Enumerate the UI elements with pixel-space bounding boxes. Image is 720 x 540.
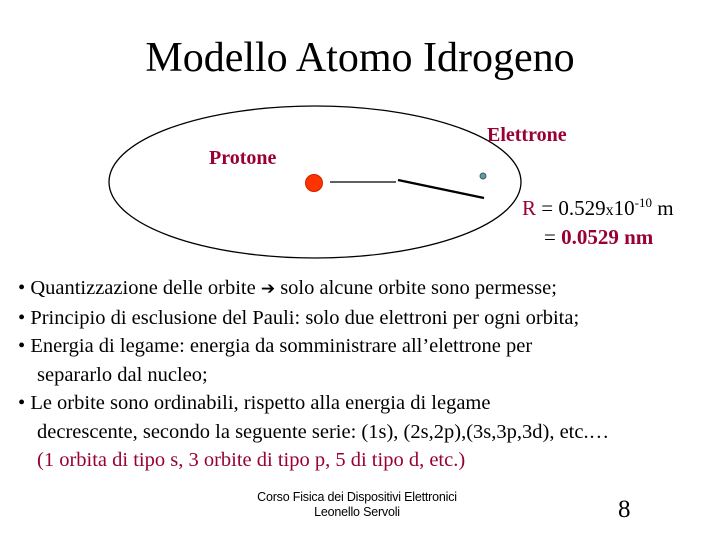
bullet-item <box>18 332 718 361</box>
bullet-list <box>18 274 718 475</box>
footer <box>222 490 492 520</box>
bullet-text: Le orbite sono ordinabili, rispetto alla energia di legame <box>30 392 491 414</box>
footer-course: Corso Fisica dei Dispositivi Elettronici <box>257 490 457 504</box>
bullet-continuation: decrescente, secondo la seguente serie: (1s), (2s,2p),(3s,3p,3d), etc.… <box>37 420 610 443</box>
radius-arrow <box>398 180 484 198</box>
page-number: 8 <box>618 496 631 523</box>
radius-exponent: -10 <box>634 195 652 210</box>
radius-line-2 <box>522 224 674 250</box>
right-arrow-icon: ➔ <box>260 279 276 299</box>
radius-base: 10 <box>613 196 635 220</box>
bullet-continuation-note: (1 orbita di tipo s, 3 orbite di tipo p, 5 di tipo d, etc.) <box>37 449 466 471</box>
bullet-text: Principio di esclusione del Pauli: solo due elettroni per ogni orbita; <box>30 306 580 329</box>
electron <box>480 173 486 179</box>
bullet-item <box>18 304 718 333</box>
slide-title: Modello Atomo Idrogeno <box>145 35 575 81</box>
bullet-marker: • <box>18 335 26 357</box>
radius-line2-equals: = <box>544 225 562 249</box>
bullet-item <box>18 389 718 418</box>
bullet-item <box>18 274 718 304</box>
radius-times: x <box>605 202 614 219</box>
radius-unit: m <box>651 196 674 220</box>
bullet-text: Energia di legame: energia da somministrare all’elettrone per <box>30 335 533 357</box>
bullet-marker: • <box>18 306 26 329</box>
radius-equals: = 0.529 <box>536 196 606 220</box>
radius-symbol: R <box>522 196 537 220</box>
bullet-marker: • <box>18 277 26 299</box>
bullet-continuation: separarlo dal nucleo; <box>37 363 208 386</box>
electron-label: Elettrone <box>487 124 567 146</box>
bullet-marker: • <box>18 392 26 414</box>
bullet-text: Quantizzazione delle orbite <box>30 277 261 299</box>
footer-author: Leonello Servoli <box>314 505 400 519</box>
proton <box>306 175 323 192</box>
radius-formula <box>522 190 674 250</box>
radius-line-1 <box>522 190 674 224</box>
radius-nm-value: 0.0529 nm <box>561 225 654 249</box>
bullet-text: solo alcune orbite sono permesse; <box>275 277 557 299</box>
proton-label: Protone <box>209 147 277 169</box>
